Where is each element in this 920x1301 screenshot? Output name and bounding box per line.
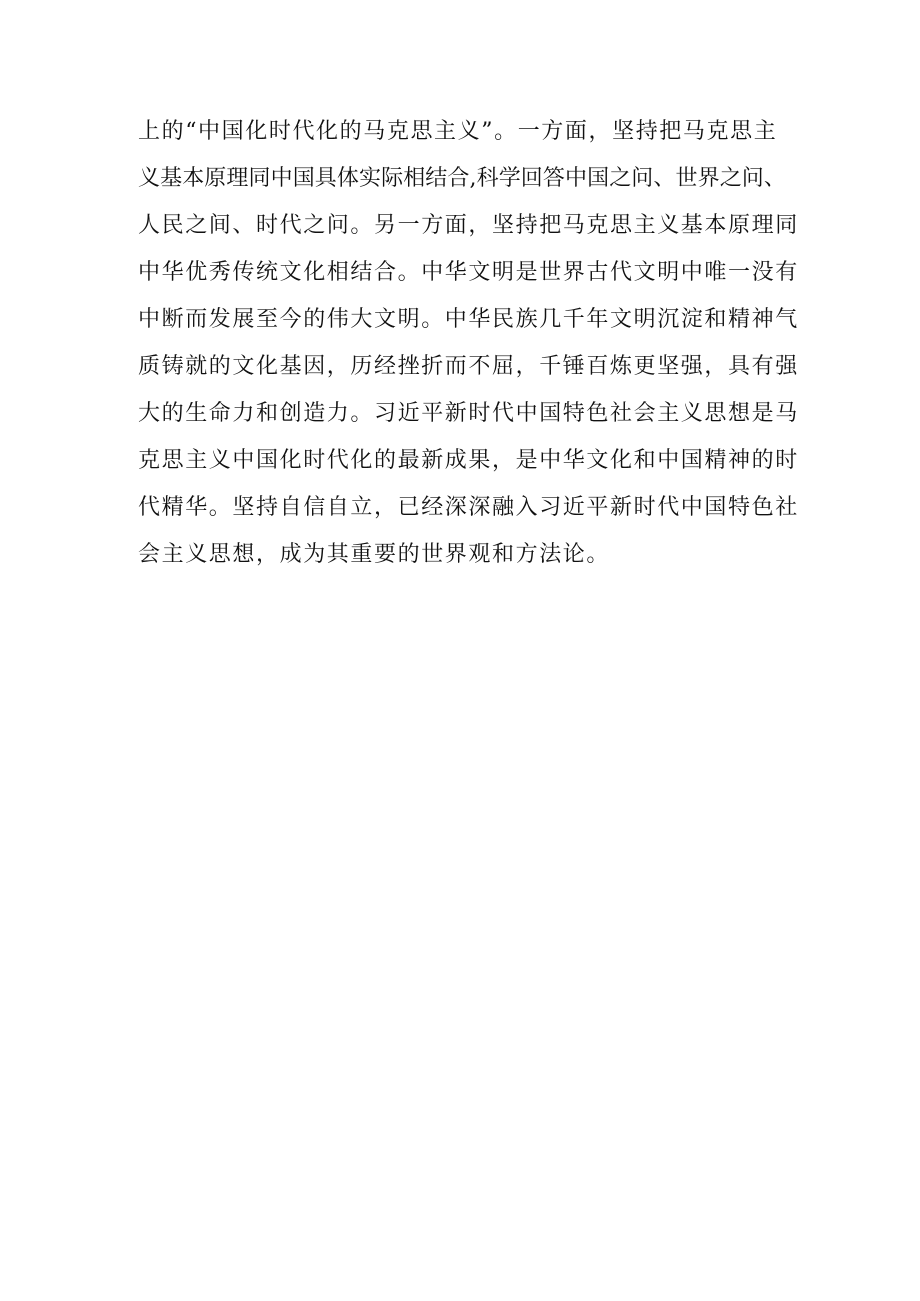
text-line: 人民之间、时代之问。另一方面，坚持把马克思主义基本原理同 xyxy=(138,213,799,238)
text-line: 义基本原理同中国具体实际相结合,科学回答中国之问、世界之问、 xyxy=(138,166,786,191)
text-line: 中断而发展至今的伟大文明。中华民族几千年文明沉淀和精神气 xyxy=(138,307,799,332)
text-line: 会主义思想，成为其重要的世界观和方法论。 xyxy=(138,542,611,567)
body-paragraph xyxy=(138,108,798,578)
text-line: 克思主义中国化时代化的最新成果，是中华文化和中国精神的时 xyxy=(138,448,799,473)
text-line: 中华优秀传统文化相结合。中华文明是世界古代文明中唯一没有 xyxy=(138,260,799,285)
text-line: 质铸就的文化基因，历经挫折而不屈，千锤百炼更坚强，具有强 xyxy=(138,354,799,379)
text-line: 代精华。坚持自信自立，已经深深融入习近平新时代中国特色社 xyxy=(138,495,799,520)
text-line: 上的“中国化时代化的马克思主义”。一方面，坚持把马克思主 xyxy=(138,119,778,144)
text-line: 大的生命力和创造力。习近平新时代中国特色社会主义思想是马 xyxy=(138,401,799,426)
